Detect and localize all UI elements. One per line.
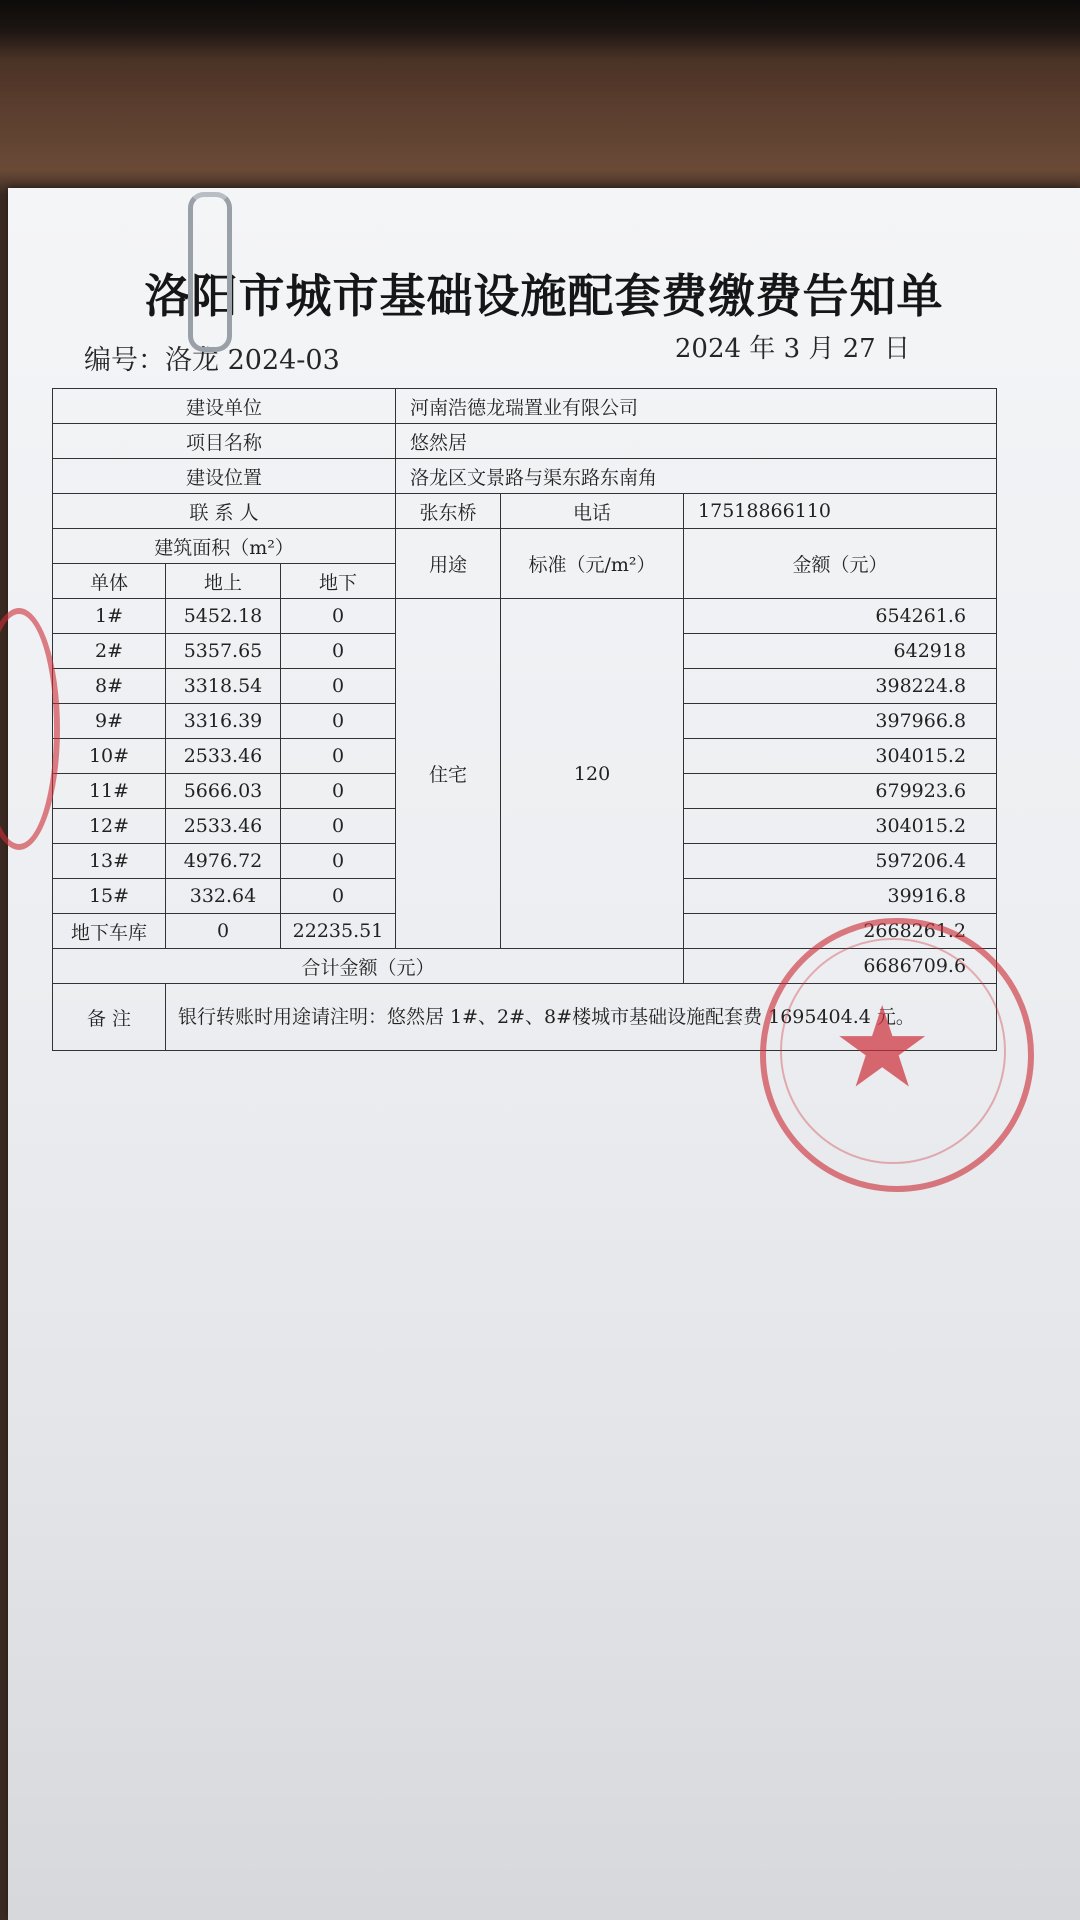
below-area-cell: 0 xyxy=(281,634,396,669)
standard-value: 120 xyxy=(501,599,684,949)
below-area-cell: 0 xyxy=(281,704,396,739)
unit-cell: 9# xyxy=(53,704,166,739)
remark-label: 备 注 xyxy=(53,984,166,1051)
document-paper xyxy=(8,188,1080,1920)
project-value: 悠然居 xyxy=(396,424,997,459)
above-area-cell: 4976.72 xyxy=(166,844,281,879)
table-row xyxy=(53,459,997,494)
above-area-cell: 332.64 xyxy=(166,879,281,914)
table-row xyxy=(53,529,997,564)
unit-cell: 1# xyxy=(53,599,166,634)
above-area-cell: 2533.46 xyxy=(166,809,281,844)
table-row xyxy=(53,424,997,459)
amount-header: 金额（元） xyxy=(684,529,997,599)
below-area-cell: 0 xyxy=(281,774,396,809)
above-area-cell: 0 xyxy=(166,914,281,949)
unit-cell: 10# xyxy=(53,739,166,774)
phone-label: 电话 xyxy=(501,494,684,529)
table-row xyxy=(53,494,997,529)
above-area-cell: 5666.03 xyxy=(166,774,281,809)
amount-cell: 304015.2 xyxy=(684,809,997,844)
document-date: 2024 年 3 月 27 日 xyxy=(674,334,910,364)
standard-header: 标准（元/m²） xyxy=(501,529,684,599)
contact-label: 联 系 人 xyxy=(53,494,396,529)
builder-label: 建设单位 xyxy=(53,389,396,424)
usage-header: 用途 xyxy=(396,529,501,599)
seal-star-icon: ★ xyxy=(832,983,933,1113)
location-label: 建设位置 xyxy=(53,459,396,494)
unit-cell: 15# xyxy=(53,879,166,914)
amount-cell: 654261.6 xyxy=(684,599,997,634)
below-area-cell: 0 xyxy=(281,739,396,774)
total-value: 6686709.6 xyxy=(684,949,997,984)
amount-cell: 397966.8 xyxy=(684,704,997,739)
partial-seal xyxy=(0,608,60,850)
unit-cell: 2# xyxy=(53,634,166,669)
unit-cell: 地下车库 xyxy=(53,914,166,949)
below-header: 地下 xyxy=(281,564,396,599)
location-value: 洛龙区文景路与渠东路东南角 xyxy=(396,459,997,494)
below-area-cell: 0 xyxy=(281,879,396,914)
amount-cell: 642918 xyxy=(684,634,997,669)
area-header: 建筑面积（m²） xyxy=(53,529,396,564)
official-seal xyxy=(760,918,1034,1192)
below-area-cell: 0 xyxy=(281,809,396,844)
builder-value: 河南浩德龙瑞置业有限公司 xyxy=(396,389,997,424)
total-label: 合计金额（元） xyxy=(53,949,684,984)
project-label: 项目名称 xyxy=(53,424,396,459)
remark-value: 银行转账时用途请注明：悠然居 1#、2#、8#楼城市基础设施配套费 1695404.4 元。 xyxy=(166,984,997,1051)
above-area-cell: 3318.54 xyxy=(166,669,281,704)
table-row xyxy=(53,389,997,424)
amount-cell: 304015.2 xyxy=(684,739,997,774)
unit-cell: 13# xyxy=(53,844,166,879)
paper-clip-icon xyxy=(188,192,232,352)
document-number: 编号：洛龙 2024-03 xyxy=(84,345,340,376)
building-rows xyxy=(53,599,997,949)
unit-cell: 11# xyxy=(53,774,166,809)
above-header: 地上 xyxy=(166,564,281,599)
amount-cell: 398224.8 xyxy=(684,669,997,704)
below-area-cell: 0 xyxy=(281,599,396,634)
below-area-cell: 0 xyxy=(281,669,396,704)
usage-value: 住宅 xyxy=(396,599,501,949)
amount-cell: 597206.4 xyxy=(684,844,997,879)
table-row xyxy=(53,599,997,634)
above-area-cell: 5452.18 xyxy=(166,599,281,634)
below-area-cell: 22235.51 xyxy=(281,914,396,949)
unit-header: 单体 xyxy=(53,564,166,599)
above-area-cell: 3316.39 xyxy=(166,704,281,739)
contact-value: 张东桥 xyxy=(396,494,501,529)
above-area-cell: 5357.65 xyxy=(166,634,281,669)
above-area-cell: 2533.46 xyxy=(166,739,281,774)
unit-cell: 12# xyxy=(53,809,166,844)
amount-cell: 679923.6 xyxy=(684,774,997,809)
amount-cell: 39916.8 xyxy=(684,879,997,914)
below-area-cell: 0 xyxy=(281,844,396,879)
unit-cell: 8# xyxy=(53,669,166,704)
amount-cell: 2668261.2 xyxy=(684,914,997,949)
phone-value: 17518866110 xyxy=(684,494,997,529)
document-title: 洛阳市城市基础设施配套费缴费告知单 xyxy=(144,269,944,323)
